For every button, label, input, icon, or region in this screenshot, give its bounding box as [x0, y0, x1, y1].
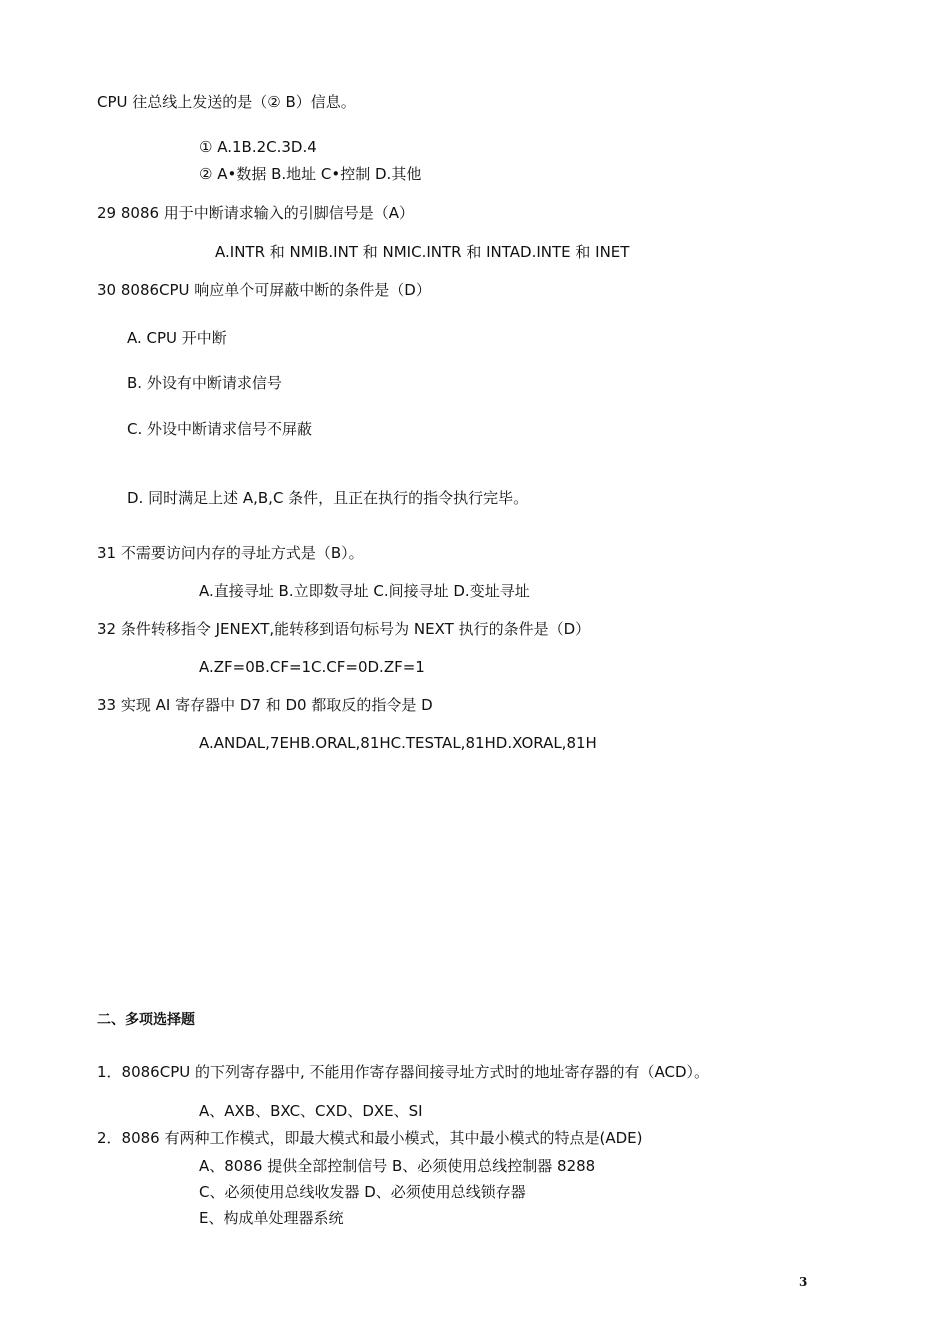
question-29-options: A.INTR 和 NMIB.INT 和 NMIC.INTR 和 INTAD.INTE 和 INET	[215, 243, 630, 261]
multi-question-1-stem: 1．8086CPU 的下列寄存器中, 不能用作寄存器间接寻址方式时的地址寄存器的有（ACD）。	[97, 1063, 710, 1081]
multi-question-1-options: A、AXB、BXC、CXD、DXE、SI	[199, 1102, 423, 1120]
question-29-stem: 29 8086 用于中断请求输入的引脚信号是（A）	[97, 204, 415, 222]
question-28-sub-2-options: ② A•数据 B.地址 C•控制 D.其他	[199, 165, 422, 183]
question-30-option-d: D. 同时满足上述 A,B,C 条件，且正在执行的指令执行完毕。	[127, 489, 529, 507]
question-30-stem: 30 8086CPU 响应单个可屏蔽中断的条件是（D）	[97, 281, 431, 299]
multi-question-2-options-cd: C、必须使用总线收发器 D、必须使用总线锁存器	[199, 1183, 526, 1201]
multi-question-2-option-e: E、构成单处理器系统	[199, 1209, 344, 1227]
question-33-stem: 33 实现 AI 寄存器中 D7 和 D0 都取反的指令是 D	[97, 696, 433, 714]
question-32-options: A.ZF=0B.CF=1C.CF=0D.ZF=1	[199, 658, 425, 676]
page-number: 3	[799, 1275, 808, 1289]
section-heading-multiple-choice: 二、多项选择题	[97, 1012, 195, 1028]
question-31-stem: 31 不需要访问内存的寻址方式是（B）。	[97, 544, 364, 562]
question-28-sub-1-options: ① A.1B.2C.3D.4	[199, 138, 317, 156]
question-32-stem: 32 条件转移指令 JENEXT,能转移到语句标号为 NEXT 执行的条件是（D）	[97, 620, 591, 638]
question-28-stem: CPU 往总线上发送的是（② B）信息。	[97, 93, 356, 111]
question-30-option-a: A. CPU 开中断	[127, 329, 227, 347]
question-31-options: A.直接寻址 B.立即数寻址 C.间接寻址 D.变址寻址	[199, 582, 530, 600]
question-33-options: A.ANDAL,7EHB.ORAL,81HC.TESTAL,81HD.XORAL,81H	[199, 734, 597, 752]
question-30-option-c: C. 外设中断请求信号不屏蔽	[127, 420, 313, 438]
multi-question-2-options-ab: A、8086 提供全部控制信号 B、必须使用总线控制器 8288	[199, 1157, 596, 1175]
question-30-option-b: B. 外设有中断请求信号	[127, 374, 282, 392]
multi-question-2-stem: 2．8086 有两种工作模式，即最大模式和最小模式，其中最小模式的特点是(ADE)	[97, 1129, 643, 1147]
